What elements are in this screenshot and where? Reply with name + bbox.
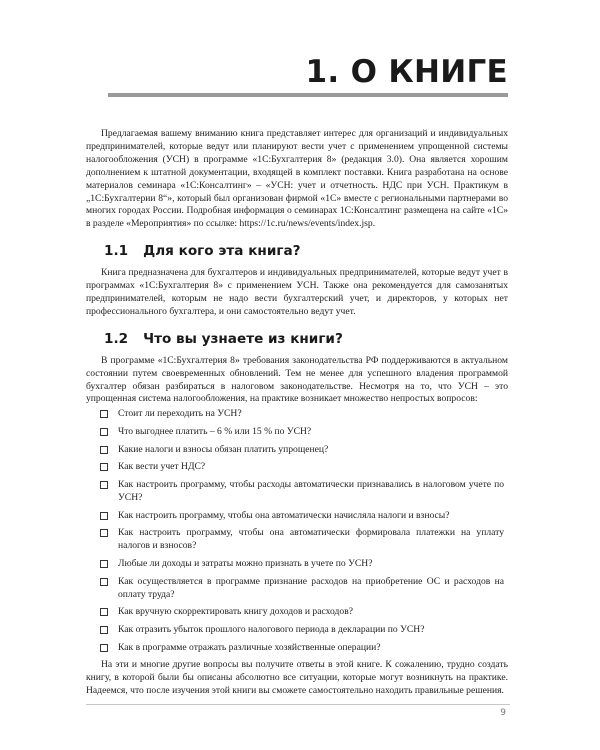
checkbox-bullet-icon [100, 428, 108, 436]
checkbox-bullet-icon [100, 463, 108, 471]
question-text: Как отразить убыток прошлого налогового периода в декларации по УСН? [118, 624, 425, 636]
checkbox-bullet-icon [100, 481, 108, 489]
section-2-heading [104, 330, 508, 347]
checkbox-bullet-icon [100, 626, 108, 634]
question-text: Что выгоднее платить – 6 % или 15 % по УСН? [118, 426, 312, 438]
question-item [86, 461, 508, 474]
question-item [86, 479, 508, 505]
question-item [86, 558, 508, 571]
question-text: Как осуществляется в программе признание расходов на приобретение ОС и расходов на оплату труда? [118, 575, 504, 600]
question-text: Как вести учет НДС? [118, 461, 206, 473]
question-item [86, 624, 508, 637]
checkbox-bullet-icon [100, 608, 108, 616]
question-text: Как настроить программу, чтобы она автоматически формировала платежки на уплату налогов и взносов? [118, 527, 504, 552]
section-2-title: Что вы узнаете из книги? [143, 330, 343, 347]
questions-list [86, 408, 508, 654]
question-text: Как вручную скорректировать книгу доходов и расходов? [118, 606, 354, 618]
checkbox-bullet-icon [100, 560, 108, 568]
section-2-number: 1.2 [104, 330, 129, 347]
question-item [86, 426, 508, 439]
checkbox-bullet-icon [100, 446, 108, 454]
question-text: Стоит ли переходить на УСН? [118, 408, 242, 420]
section-2-paragraph: В программе «1С:Бухгалтерия 8» требования законодательства РФ поддерживаются в актуальном состоянии путем своевременных обновлений. Тем не менее для успешного владения программой бухгалтер обязан разбираться в налоговом законодательстве. Несмотря на то, что УСН – это упрощенная система налогообложения, на практике возникает множество непростых вопросов: [86, 354, 508, 405]
checkbox-bullet-icon [100, 578, 108, 586]
section-1-title: Для кого эта книга? [143, 243, 301, 260]
question-text: Как настроить программу, чтобы она автоматически начисляла налоги и взносы? [118, 509, 450, 521]
checkbox-bullet-icon [100, 410, 108, 418]
page-content [86, 128, 508, 698]
section-1-paragraph: Книга предназначена для бухгалтеров и индивидуальных предпринимателей, которые ведут учет в программах «1С:Бухгалтерия 8» с применением УСН. Также она рекомендуется для самозанятых предпринимателей, которым не надо вести бухгалтерский учет, и директоров, у которых нет профессионального бухгалтера, и они самостоятельно ведут учет. [86, 267, 508, 317]
question-item [86, 510, 508, 523]
closing-paragraph: На эти и многие другие вопросы вы получите ответы в этой книге. К сожалению, трудно создать книгу, в которой были бы описаны абсолютно все ситуации, которые могут возникнуть на практике. Надеемся, что после изучения этой книги вы сможете самостоятельно находить правильные решения. [86, 659, 508, 697]
page-number: 9 [500, 708, 506, 718]
question-item [86, 527, 508, 553]
chapter-title-rule [108, 93, 508, 97]
question-item [86, 606, 508, 619]
checkbox-bullet-icon [100, 644, 108, 652]
section-1-heading [104, 245, 508, 258]
question-text: Как в программе отражать различные хозяйственные операции? [118, 641, 381, 653]
intro-paragraph: Предлагаемая вашему вниманию книга представляет интерес для организаций и индивидуальных предпринимателей, которые ведут или планируют вести учет с применением упрощенной системы налогообложения (УСН) в программе «1С:Бухгалтерия 8» (редакция 3.0). Она является хорошим дополнением к штатной документации, входящей в комплект поставки. Книга разработана на основе материалов семинара «1С:Консалтинг» – «УСН: учет и отчетность. НДС при УСН. Практикум в „1С:Бухгалтерии 8“», который был организован фирмой «1С» вместе с региональными партнерами во многих городах России. Подробная информация о семинарах 1С:Консалтинг размещена на сайте «1С» в разделе «Мероприятия» по ссылке: https://1c.ru/news/events/index.jsp. [86, 128, 508, 230]
footer-rule [86, 704, 510, 705]
question-item [86, 408, 508, 421]
question-item [86, 444, 508, 457]
question-text: Какие налоги и взносы обязан платить упрощенец? [118, 443, 329, 455]
question-text: Как настроить программу, чтобы расходы автоматически признавались в налоговом учете по УСН? [118, 479, 504, 504]
question-item [86, 576, 508, 602]
checkbox-bullet-icon [100, 512, 108, 520]
question-text: Любые ли доходы и затраты можно признать в учете по УСН? [118, 558, 373, 570]
chapter-title: 1. О КНИГЕ [305, 54, 508, 90]
question-item [86, 642, 508, 655]
section-1-number: 1.1 [104, 243, 129, 260]
checkbox-bullet-icon [100, 529, 108, 537]
